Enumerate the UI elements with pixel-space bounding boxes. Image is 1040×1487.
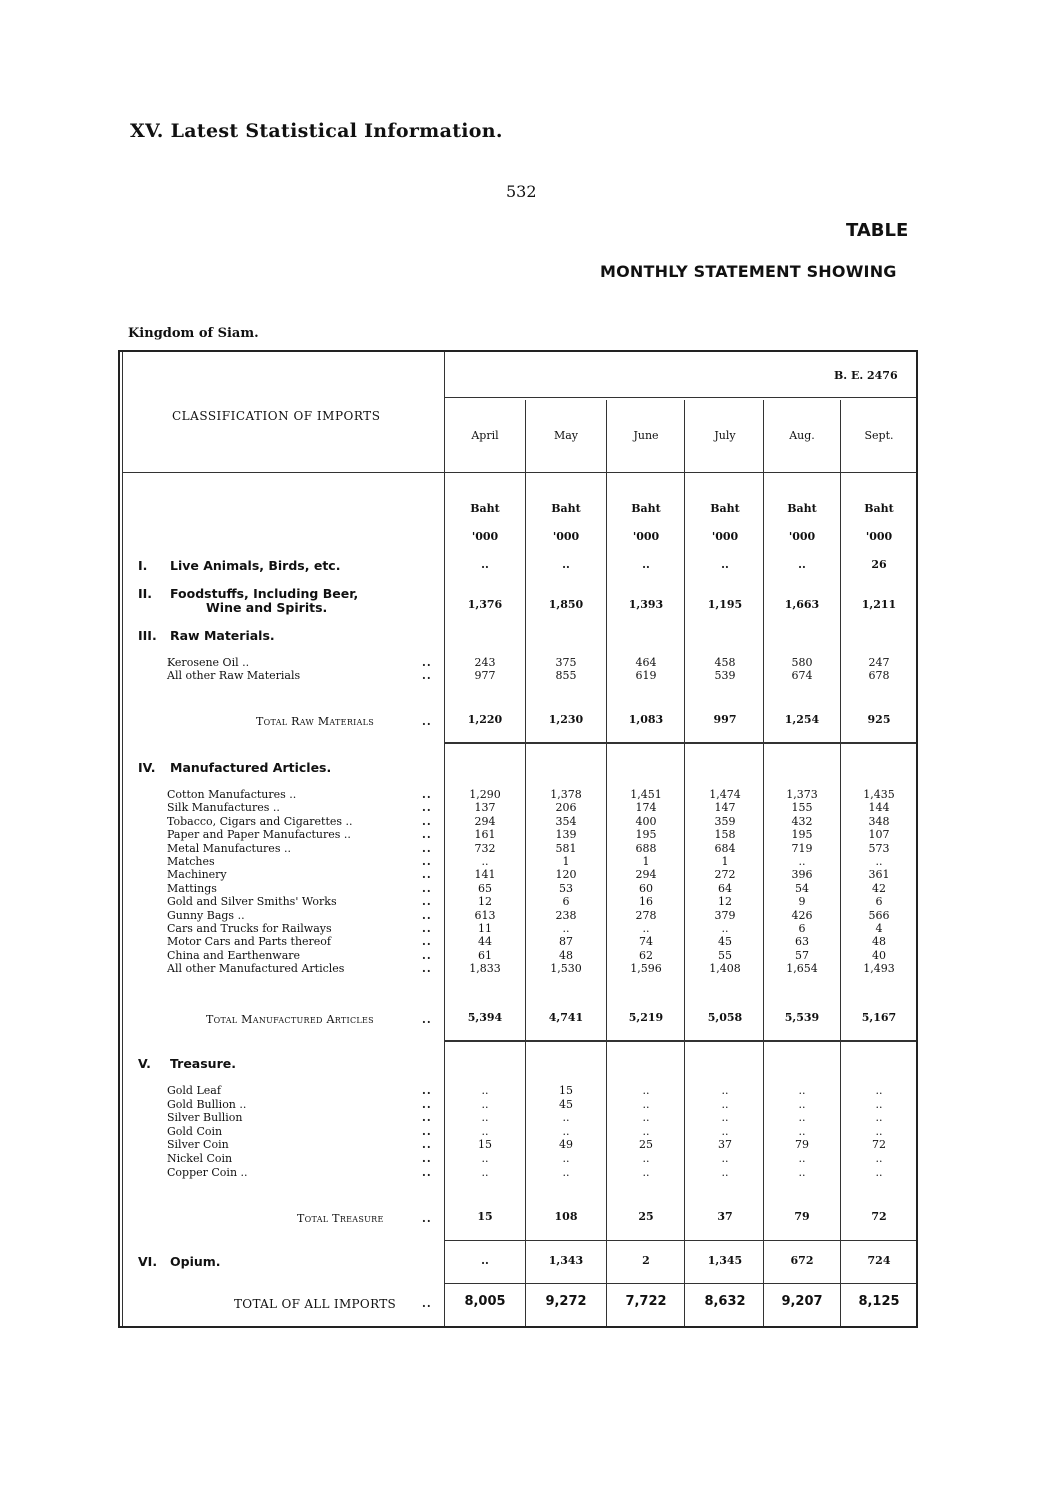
manufactured-value: 87 bbox=[559, 935, 573, 949]
manufactured-value: 195 bbox=[791, 828, 813, 842]
manufactured-value: 1,435 bbox=[863, 788, 895, 801]
treasure-value: .. bbox=[721, 1111, 729, 1125]
manufactured-value: 195 bbox=[635, 828, 657, 842]
section-foodstuffs-line2: Wine and Spirits. bbox=[206, 600, 328, 615]
opium-value: 672 bbox=[790, 1254, 814, 1267]
manufactured-value: 581 bbox=[555, 841, 577, 855]
manufactured-value: 294 bbox=[474, 814, 496, 828]
column-divider bbox=[763, 400, 764, 1326]
unit-label: '000 bbox=[865, 530, 893, 543]
treasure-value: .. bbox=[875, 1124, 883, 1138]
treasure-total-value: 108 bbox=[554, 1210, 578, 1223]
month-header: Aug. bbox=[789, 429, 815, 442]
manufactured-value: 141 bbox=[474, 868, 496, 882]
row-label: Copper Coin .. bbox=[167, 1165, 248, 1179]
treasure-value: .. bbox=[481, 1152, 489, 1165]
treasure-value: .. bbox=[481, 1084, 489, 1097]
raw-material-value: 678 bbox=[868, 669, 890, 683]
treasure-value: .. bbox=[562, 1152, 570, 1165]
manufactured-value: 63 bbox=[795, 935, 809, 949]
manufactured-value: 1,408 bbox=[709, 962, 741, 976]
manufactured-value: 426 bbox=[791, 908, 813, 922]
manufactured-value: 1 bbox=[562, 855, 570, 868]
raw-material-value: 580 bbox=[791, 656, 813, 669]
manufactured-value: 272 bbox=[714, 868, 736, 882]
section-live-animals: I. Live Animals, Birds, etc. bbox=[138, 558, 341, 573]
column-divider bbox=[606, 400, 607, 1326]
unit-label: Baht bbox=[470, 502, 500, 515]
treasure-value: .. bbox=[562, 1165, 570, 1179]
total-rule bbox=[445, 1040, 916, 1042]
manufactured-value: 62 bbox=[639, 948, 653, 962]
treasure-value: 25 bbox=[639, 1138, 653, 1152]
grand-total-value: 9,207 bbox=[781, 1294, 823, 1309]
manufactured-value: 432 bbox=[791, 814, 813, 828]
manufactured-value: 12 bbox=[718, 895, 732, 909]
year-label: B. E. 2476 bbox=[834, 369, 898, 382]
classification-header: CLASSIFICATION OF IMPORTS bbox=[172, 409, 381, 423]
total-rule bbox=[445, 1283, 916, 1284]
treasure-value: .. bbox=[798, 1111, 806, 1125]
manufactured-value: 12 bbox=[478, 895, 492, 909]
grand-total-value: 8,005 bbox=[464, 1294, 506, 1309]
section-raw-materials: III. Raw Materials. bbox=[138, 628, 275, 643]
manufactured-value: 206 bbox=[555, 801, 577, 815]
row-label: Tobacco, Cigars and Cigarettes .. bbox=[167, 814, 353, 828]
manufactured-value: 613 bbox=[474, 908, 496, 922]
row-label: Machinery bbox=[167, 868, 227, 882]
leader-dots: .. bbox=[422, 1152, 432, 1165]
table-subtitle: MONTHLY STATEMENT SHOWING bbox=[600, 262, 897, 281]
raw-material-value: 243 bbox=[474, 656, 496, 669]
leader-dots: .. bbox=[422, 895, 432, 909]
manufactured-value: 120 bbox=[555, 868, 577, 882]
treasure-value: .. bbox=[721, 1124, 729, 1138]
manufactured-value: 144 bbox=[868, 801, 890, 815]
unit-label: Baht bbox=[787, 502, 817, 515]
row-label: Gunny Bags .. bbox=[167, 908, 245, 922]
section-manufactured: IV. Manufactured Articles. bbox=[138, 760, 332, 775]
leader-dots: .. bbox=[422, 1165, 432, 1179]
treasure-total-value: 79 bbox=[794, 1210, 810, 1223]
manufactured-value: 9 bbox=[798, 895, 806, 909]
foodstuffs-value: 1,393 bbox=[628, 598, 664, 611]
raw-material-value: 674 bbox=[791, 669, 813, 683]
raw-total-value: 925 bbox=[867, 713, 891, 726]
grand-total-label: TOTAL OF ALL IMPORTS bbox=[234, 1297, 397, 1311]
treasure-value: .. bbox=[642, 1152, 650, 1165]
manufactured-value: 60 bbox=[639, 881, 653, 895]
leader-dots: .. bbox=[422, 1111, 432, 1125]
raw-material-value: 247 bbox=[868, 656, 890, 669]
treasure-value: .. bbox=[642, 1165, 650, 1179]
manufactured-value: 1 bbox=[721, 855, 729, 868]
treasure-total-value: 25 bbox=[638, 1210, 654, 1223]
manufactured-value: 396 bbox=[791, 868, 813, 882]
manufactured-value: 1,474 bbox=[709, 788, 741, 801]
manufactured-value: 174 bbox=[635, 801, 657, 815]
manufactured-value: 1,654 bbox=[786, 962, 818, 976]
section-treasure: V. Treasure. bbox=[138, 1056, 236, 1071]
row-label: Silver Bullion bbox=[167, 1111, 243, 1125]
leader-dots: .. bbox=[422, 908, 432, 922]
row-label: Matches bbox=[167, 855, 215, 868]
manufactured-value: 61 bbox=[478, 948, 492, 962]
unit-label: Baht bbox=[551, 502, 581, 515]
row-label: Gold and Silver Smiths' Works bbox=[167, 895, 337, 909]
row-label: Cars and Trucks for Railways bbox=[167, 922, 332, 935]
opium-value: 2 bbox=[642, 1254, 650, 1267]
raw-total-label: Total Raw Materials bbox=[256, 715, 375, 728]
raw-material-value: 375 bbox=[555, 656, 577, 669]
treasure-value: .. bbox=[481, 1111, 489, 1125]
treasure-value: 49 bbox=[559, 1138, 573, 1152]
manufactured-value: 11 bbox=[478, 922, 492, 935]
manufactured-value: 1,290 bbox=[469, 788, 501, 801]
manufactured-value: 53 bbox=[559, 881, 573, 895]
live-animals-value: .. bbox=[721, 558, 729, 571]
unit-label: Baht bbox=[864, 502, 894, 515]
leader-dots: .. bbox=[422, 935, 432, 949]
raw-material-value: 539 bbox=[714, 669, 736, 683]
treasure-value: .. bbox=[798, 1152, 806, 1165]
treasure-value: .. bbox=[721, 1152, 729, 1165]
grand-total-value: 8,125 bbox=[858, 1294, 900, 1309]
leader-dots: .. bbox=[422, 855, 432, 868]
raw-total-value: 1,230 bbox=[548, 713, 584, 726]
manufactured-value: 348 bbox=[868, 814, 890, 828]
foodstuffs-value: 1,663 bbox=[784, 598, 820, 611]
manufactured-value: 1,530 bbox=[550, 962, 582, 976]
row-label: Mattings bbox=[167, 881, 217, 895]
manufactured-value: 6 bbox=[875, 895, 883, 909]
treasure-total-value: 37 bbox=[717, 1210, 733, 1223]
page-number: 532 bbox=[506, 182, 537, 201]
manufactured-value: 161 bbox=[474, 828, 496, 842]
header-rule bbox=[445, 397, 916, 398]
leader-dots: .. bbox=[422, 715, 432, 728]
treasure-value: .. bbox=[481, 1097, 489, 1111]
column-divider bbox=[840, 400, 841, 1326]
grand-total-value: 9,272 bbox=[545, 1294, 587, 1309]
row-label: Metal Manufactures .. bbox=[167, 841, 291, 855]
raw-material-value: 619 bbox=[635, 669, 657, 683]
treasure-value: .. bbox=[562, 1124, 570, 1138]
total-rule bbox=[445, 1240, 916, 1241]
leader-dots: .. bbox=[422, 1124, 432, 1138]
raw-total-value: 1,254 bbox=[784, 713, 820, 726]
month-header: June bbox=[633, 429, 659, 442]
manufactured-value: 147 bbox=[714, 801, 736, 815]
unit-label: Baht bbox=[631, 502, 661, 515]
table-label: TABLE bbox=[846, 220, 909, 241]
manufactured-value: .. bbox=[875, 855, 883, 868]
row-label: All other Raw Materials bbox=[167, 669, 301, 683]
manufactured-value: 1,373 bbox=[786, 788, 818, 801]
row-label: Kerosene Oil .. bbox=[167, 656, 250, 669]
manufactured-value: 74 bbox=[639, 935, 653, 949]
row-label: Gold Leaf bbox=[167, 1084, 221, 1097]
raw-material-value: 458 bbox=[714, 656, 736, 669]
treasure-value: .. bbox=[642, 1084, 650, 1097]
leader-dots: .. bbox=[422, 1297, 432, 1310]
row-label: Cotton Manufactures .. bbox=[167, 788, 297, 801]
live-animals-value: .. bbox=[562, 558, 570, 571]
leader-dots: .. bbox=[422, 1097, 432, 1111]
raw-material-value: 977 bbox=[474, 669, 496, 683]
treasure-value: .. bbox=[798, 1165, 806, 1179]
manufactured-value: 1,596 bbox=[630, 962, 662, 976]
treasure-value: .. bbox=[721, 1097, 729, 1111]
foodstuffs-value: 1,850 bbox=[548, 598, 584, 611]
treasure-total-label: Total Treasure bbox=[297, 1212, 384, 1225]
manufactured-value: 55 bbox=[718, 948, 732, 962]
opium-value: .. bbox=[481, 1254, 489, 1267]
treasure-value: .. bbox=[642, 1111, 650, 1125]
manufactured-value: 732 bbox=[474, 841, 496, 855]
opium-value: 1,345 bbox=[707, 1254, 743, 1267]
manufactured-value: 139 bbox=[555, 828, 577, 842]
treasure-value: .. bbox=[798, 1124, 806, 1138]
treasure-value: 45 bbox=[559, 1097, 573, 1111]
treasure-value: .. bbox=[875, 1111, 883, 1125]
leader-dots: .. bbox=[422, 1212, 432, 1225]
manufactured-value: 719 bbox=[791, 841, 813, 855]
mfg-total-label: Total Manufactured Articles bbox=[206, 1013, 374, 1026]
manufactured-value: 42 bbox=[872, 881, 886, 895]
live-animals-value: .. bbox=[642, 558, 650, 571]
manufactured-value: 294 bbox=[635, 868, 657, 882]
live-animals-value: .. bbox=[481, 558, 489, 571]
leader-dots: .. bbox=[422, 788, 432, 801]
manufactured-value: 155 bbox=[791, 801, 813, 815]
leader-dots: .. bbox=[422, 962, 432, 976]
treasure-value: .. bbox=[875, 1097, 883, 1111]
manufactured-value: .. bbox=[642, 922, 650, 935]
unit-label: '000 bbox=[632, 530, 660, 543]
manufactured-value: 688 bbox=[635, 841, 657, 855]
manufactured-value: 1,451 bbox=[630, 788, 662, 801]
treasure-value: .. bbox=[875, 1084, 883, 1097]
manufactured-value: 57 bbox=[795, 948, 809, 962]
manufactured-value: 573 bbox=[868, 841, 890, 855]
mfg-total-value: 5,167 bbox=[861, 1011, 897, 1024]
leader-dots: .. bbox=[422, 948, 432, 962]
manufactured-value: 354 bbox=[555, 814, 577, 828]
treasure-total-value: 15 bbox=[477, 1210, 493, 1223]
manufactured-value: 64 bbox=[718, 881, 732, 895]
row-label: All other Manufactured Articles bbox=[167, 962, 345, 976]
leader-dots: .. bbox=[422, 881, 432, 895]
leader-dots: .. bbox=[422, 841, 432, 855]
leader-dots: .. bbox=[422, 1013, 432, 1026]
manufactured-value: 6 bbox=[798, 922, 806, 935]
kingdom-label: Kingdom of Siam. bbox=[128, 326, 259, 341]
manufactured-value: 361 bbox=[868, 868, 890, 882]
manufactured-value: 44 bbox=[478, 935, 492, 949]
row-label: Paper and Paper Manufactures .. bbox=[167, 828, 351, 842]
manufactured-value: .. bbox=[721, 922, 729, 935]
unit-label: '000 bbox=[711, 530, 739, 543]
manufactured-value: 40 bbox=[872, 948, 886, 962]
manufactured-value: 48 bbox=[872, 935, 886, 949]
treasure-value: 72 bbox=[872, 1138, 886, 1152]
row-label: Motor Cars and Parts thereof bbox=[167, 935, 332, 949]
column-divider bbox=[525, 400, 526, 1326]
leader-dots: .. bbox=[422, 1084, 432, 1097]
mfg-total-value: 5,219 bbox=[628, 1011, 664, 1024]
grand-total-value: 8,632 bbox=[704, 1294, 746, 1309]
treasure-total-value: 72 bbox=[871, 1210, 887, 1223]
raw-material-value: 464 bbox=[635, 656, 657, 669]
month-header: May bbox=[553, 429, 579, 442]
row-label: Silver Coin bbox=[167, 1138, 229, 1152]
leader-dots: .. bbox=[422, 1138, 432, 1152]
manufactured-value: 1,493 bbox=[863, 962, 895, 976]
leader-dots: .. bbox=[422, 922, 432, 935]
foodstuffs-value: 1,195 bbox=[707, 598, 743, 611]
row-label: Gold Bullion .. bbox=[167, 1097, 247, 1111]
manufactured-value: .. bbox=[798, 855, 806, 868]
treasure-value: .. bbox=[562, 1111, 570, 1125]
manufactured-value: 16 bbox=[639, 895, 653, 909]
manufactured-value: 158 bbox=[714, 828, 736, 842]
treasure-value: .. bbox=[481, 1165, 489, 1179]
row-label: Nickel Coin bbox=[167, 1152, 233, 1165]
treasure-value: .. bbox=[642, 1124, 650, 1138]
treasure-value: .. bbox=[642, 1097, 650, 1111]
unit-label: '000 bbox=[552, 530, 580, 543]
grand-total-value: 7,722 bbox=[625, 1294, 667, 1309]
live-animals-value: 26 bbox=[871, 558, 887, 571]
section-foodstuffs: II. Foodstuffs, Including Beer, bbox=[138, 586, 359, 601]
leader-dots: .. bbox=[422, 814, 432, 828]
manufactured-value: .. bbox=[562, 922, 570, 935]
manufactured-value: 45 bbox=[718, 935, 732, 949]
manufactured-value: 65 bbox=[478, 881, 492, 895]
treasure-value: .. bbox=[481, 1124, 489, 1138]
treasure-value: .. bbox=[875, 1165, 883, 1179]
treasure-value: 37 bbox=[718, 1138, 732, 1152]
manufactured-value: 4 bbox=[875, 922, 883, 935]
manufactured-value: 359 bbox=[714, 814, 736, 828]
manufactured-value: 54 bbox=[795, 881, 809, 895]
row-label: Gold Coin bbox=[167, 1124, 223, 1138]
unit-label: '000 bbox=[471, 530, 499, 543]
manufactured-value: 566 bbox=[868, 908, 890, 922]
raw-total-value: 997 bbox=[713, 713, 737, 726]
manufactured-value: 107 bbox=[868, 828, 890, 842]
foodstuffs-value: 1,211 bbox=[861, 598, 897, 611]
inner-left-border bbox=[122, 352, 123, 1326]
row-label: Silk Manufactures .. bbox=[167, 801, 280, 815]
mfg-total-value: 5,058 bbox=[707, 1011, 743, 1024]
month-header: July bbox=[714, 429, 736, 442]
manufactured-value: 1,833 bbox=[469, 962, 501, 976]
leader-dots: .. bbox=[422, 656, 432, 669]
leader-dots: .. bbox=[422, 828, 432, 842]
foodstuffs-value: 1,376 bbox=[467, 598, 503, 611]
opium-value: 724 bbox=[867, 1254, 891, 1267]
total-rule bbox=[445, 742, 916, 744]
opium-value: 1,343 bbox=[548, 1254, 584, 1267]
manufactured-value: .. bbox=[481, 855, 489, 868]
manufactured-value: 1 bbox=[642, 855, 650, 868]
live-animals-value: .. bbox=[798, 558, 806, 571]
manufactured-value: 238 bbox=[555, 908, 577, 922]
column-divider bbox=[444, 352, 445, 1326]
treasure-value: .. bbox=[875, 1152, 883, 1165]
manufactured-value: 400 bbox=[635, 814, 657, 828]
column-divider bbox=[684, 400, 685, 1326]
manufactured-value: 6 bbox=[562, 895, 570, 909]
leader-dots: .. bbox=[422, 801, 432, 815]
manufactured-value: 48 bbox=[559, 948, 573, 962]
month-header: Sept. bbox=[864, 429, 894, 442]
manufactured-value: 1,378 bbox=[550, 788, 582, 801]
month-header: April bbox=[471, 429, 499, 442]
raw-material-value: 855 bbox=[555, 669, 577, 683]
treasure-value: .. bbox=[798, 1084, 806, 1097]
header-rule bbox=[122, 472, 916, 473]
page-heading: XV. Latest Statistical Information. bbox=[130, 120, 503, 142]
manufactured-value: 137 bbox=[474, 801, 496, 815]
mfg-total-value: 4,741 bbox=[548, 1011, 584, 1024]
treasure-value: .. bbox=[721, 1084, 729, 1097]
unit-label: Baht bbox=[710, 502, 740, 515]
manufactured-value: 278 bbox=[635, 908, 657, 922]
treasure-value: 15 bbox=[478, 1138, 492, 1152]
manufactured-value: 379 bbox=[714, 908, 736, 922]
raw-total-value: 1,083 bbox=[628, 713, 664, 726]
leader-dots: .. bbox=[422, 868, 432, 882]
treasure-value: 79 bbox=[795, 1138, 809, 1152]
treasure-value: 15 bbox=[559, 1084, 573, 1097]
treasure-value: .. bbox=[721, 1165, 729, 1179]
section-opium: VI. Opium. bbox=[138, 1254, 221, 1269]
unit-label: '000 bbox=[788, 530, 816, 543]
leader-dots: .. bbox=[422, 669, 432, 683]
treasure-value: .. bbox=[798, 1097, 806, 1111]
manufactured-value: 684 bbox=[714, 841, 736, 855]
raw-total-value: 1,220 bbox=[467, 713, 503, 726]
mfg-total-value: 5,539 bbox=[784, 1011, 820, 1024]
mfg-total-value: 5,394 bbox=[467, 1011, 503, 1024]
row-label: China and Earthenware bbox=[167, 948, 301, 962]
